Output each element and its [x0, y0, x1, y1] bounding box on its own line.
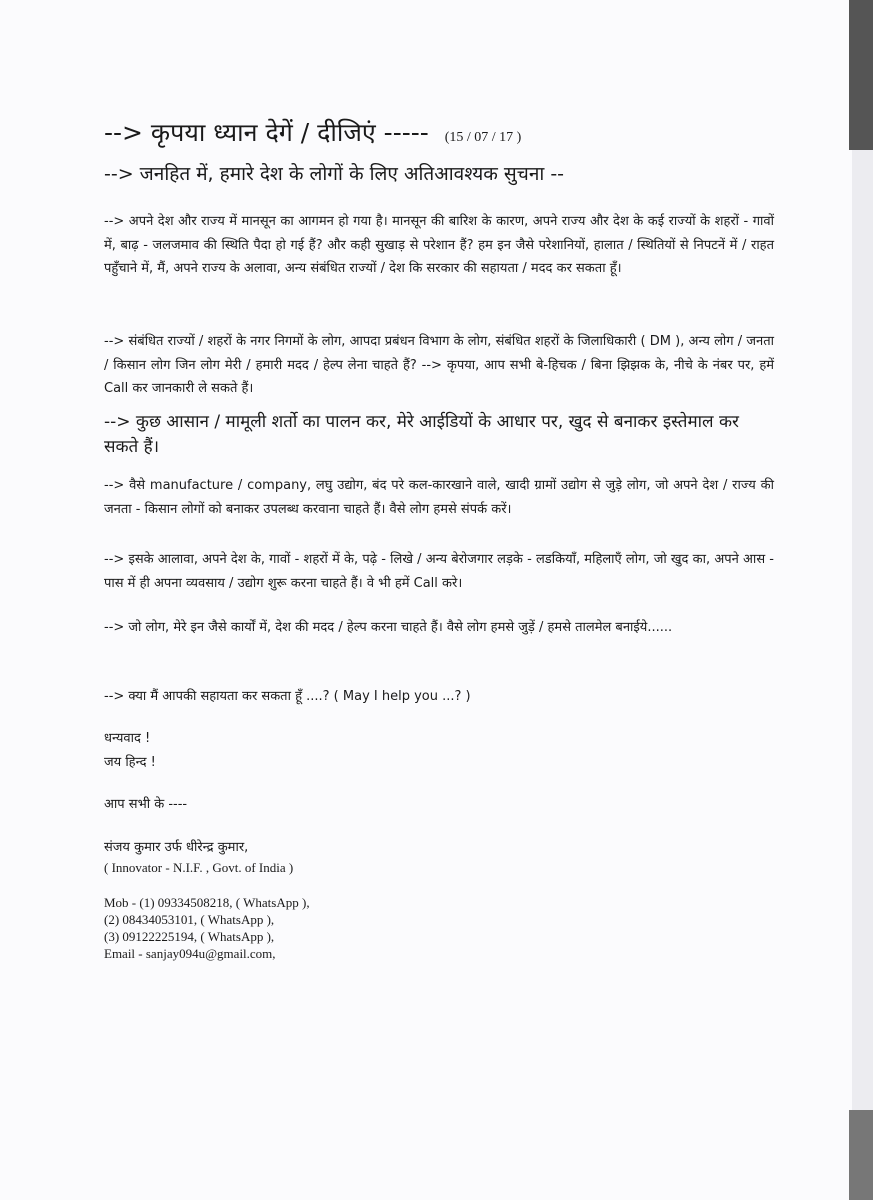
- mobile-2: (2) 08434053101, ( WhatsApp ),: [104, 912, 275, 927]
- document-date: (15 / 07 / 17 ): [444, 130, 522, 145]
- paragraph-manufacturers: --> वैसे manufacture / company, लघु उद्योग, बंद परे कल-कारखाने वाले, खादी ग्रामों उद्योग से जुड़े लोग, जो अपने देश / राज्य की जनता - किसान लोगों को बनाकर उपलब्ध करवाना चाहते हैं। वैसे लोग हमसे संपर्क करें।: [104, 478, 774, 517]
- highlight-note: --> कुछ आसान / मामूली शर्तो का पालन कर, मेरे आईडियों के आधार पर, खुद से बनाकर इस्तेमाल कर सकते हैं।: [104, 412, 739, 457]
- paragraph-contact-request: --> संबंधित राज्यों / शहरों के नगर निगमों के लोग, आपदा प्रबंधन विभाग के लोग, संबंधित शहरों के जिलाधिकारी ( DM ), अन्य लोग / जनता / किसान लोग जिन लोग मेरी / हमारी मदद / हेल्प लेना चाहते हैं? --> कृपया, आप सभी बे-हिचक / बिना झिझक के, नीचे के नंबर पर, हमें Call कर जानकारी ले सकते हैं।: [104, 334, 774, 396]
- closing-line: आप सभी के ----: [104, 797, 188, 812]
- paragraph-monsoon: --> अपने देश और राज्य में मानसून का आगमन हो गया है। मानसून की बारिश के कारण, अपने राज्य और देश के कई राज्यों के शहरों - गावों में, बाढ़ - जलजमाव की स्थिति पैदा हो गई हैं? और कही सुखाड़ से परेशान हैं? हम इन जैसे परेशानियों, हालात / स्थितियों से निपटनें में / राहत पहुँचाने में, मैं, अपने राज्य के अलावा, अन्य संबंधित राज्यों / देश कि सरकार की सहायता / मदद कर सकता हूँ।: [104, 214, 774, 276]
- thanks-line: धन्यवाद !: [104, 731, 151, 746]
- mobile-1: Mob - (1) 09334508218, ( WhatsApp ),: [104, 895, 310, 910]
- sender-designation: ( Innovator - N.I.F. , Govt. of India ): [104, 860, 294, 875]
- mobile-3: (3) 09122225194, ( WhatsApp ),: [104, 929, 275, 944]
- document-title: [104, 115, 521, 149]
- scanner-edge: [852, 0, 873, 1200]
- document-subtitle: --> जनहित में, हमारे देश के लोगों के लिए अतिआवश्यक सुचना --: [104, 163, 565, 185]
- paragraph-join: --> जो लोग, मेरे इन जैसे कार्यों में, देश की मदद / हेल्प करना चाहते हैं। वैसे लोग हमसे जुड़ें / हमसे तालमेल बनाईये......: [104, 620, 673, 635]
- sender-name: संजय कुमार उर्फ धीरेन्द्र कुमार,: [104, 840, 249, 855]
- scanner-shadow-bottom: [849, 1110, 873, 1200]
- scanner-shadow-top: [849, 0, 873, 150]
- title-text: --> कृपया ध्यान देगें / दीजिएं -----: [104, 118, 429, 147]
- help-line: --> क्या मैं आपकी सहायता कर सकता हूँ ....? ( May I help you ...? ): [104, 689, 471, 704]
- email-line: Email - sanjay094u@gmail.com,: [104, 946, 276, 961]
- paragraph-unemployed: --> इसके आलावा, अपने देश के, गावों - शहरों में के, पढ़े - लिखे / अन्य बेरोजगार लड़के - लडकियाँ, महिलाएँ लोग, जो खुद का, अपने आस - पास में ही अपना व्यवसाय / उद्योग शुरू करना चाहते हैं। वे भी हमें Call करे।: [104, 552, 774, 591]
- jai-hind-line: जय हिन्द !: [104, 755, 156, 770]
